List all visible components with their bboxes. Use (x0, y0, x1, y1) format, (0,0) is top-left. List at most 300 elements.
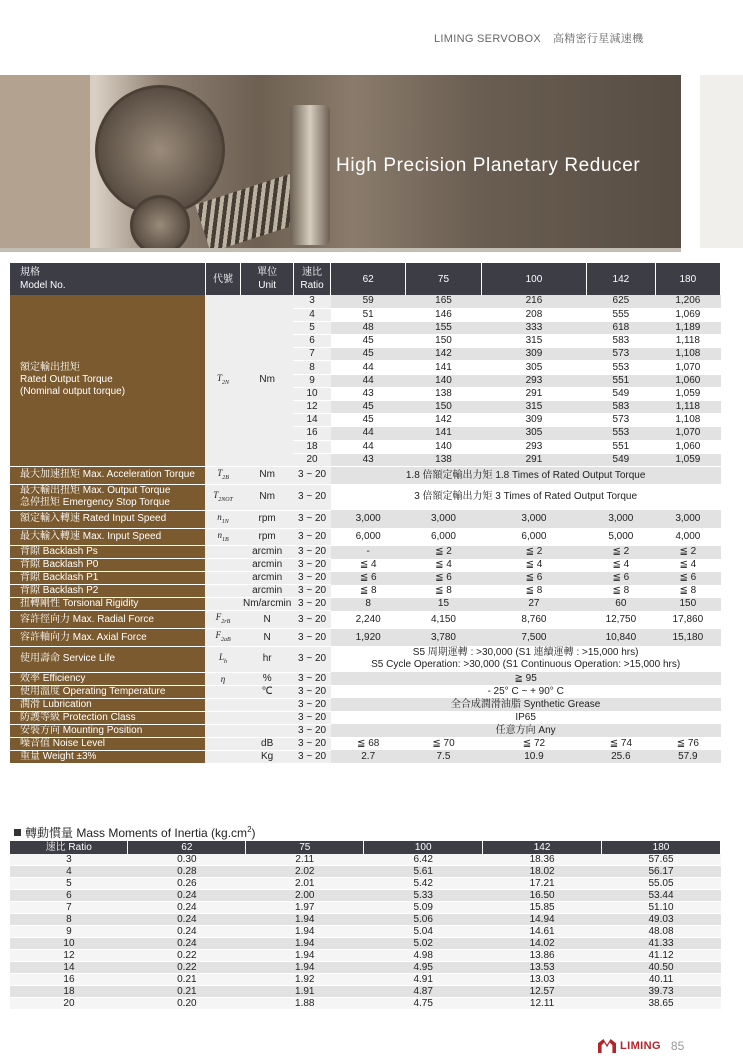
value-cell: 45 (331, 414, 406, 427)
spec-param-row (10, 572, 721, 585)
spec-param-row (10, 528, 721, 546)
value-cell: 60 (587, 598, 656, 611)
param-label: 使用溫度 Operating Temperature (10, 685, 205, 698)
ratio-cell: 8 (10, 914, 128, 926)
ratio-cell: 10 (293, 387, 330, 400)
inertia-value-cell: 5.06 (364, 914, 483, 926)
footer (598, 1039, 684, 1053)
value-cell: 5,000 (587, 528, 656, 546)
param-ratio: 3 ~ 20 (293, 698, 330, 711)
param-ratio: 3 ~ 20 (293, 685, 330, 698)
value-cell: 1,070 (655, 427, 720, 440)
param-unit: dB (241, 737, 293, 750)
value-cell: 1,108 (655, 414, 720, 427)
param-label: 最大輸入轉速 Max. Input Speed (10, 528, 205, 546)
param-unit: arcmin (241, 546, 293, 559)
inertia-row (10, 974, 721, 986)
inertia-value-cell: 15.85 (483, 902, 602, 914)
inertia-value-cell: 12.57 (483, 986, 602, 998)
size-header: 180 (655, 263, 720, 295)
param-ratio: 3 ~ 20 (293, 598, 330, 611)
inertia-value-cell: 2.00 (246, 890, 364, 902)
param-symbol (205, 737, 241, 750)
value-cell: ≦ 4 (587, 559, 656, 572)
param-symbol (205, 585, 241, 598)
value-cell: 291 (481, 453, 586, 466)
value-cell: 309 (481, 414, 586, 427)
value-cell: ≦ 8 (587, 585, 656, 598)
param-symbol (205, 711, 241, 724)
ratio-header: 速比 Ratio (293, 263, 330, 295)
value-cell: 6,000 (481, 528, 586, 546)
value-cell: 44 (331, 427, 406, 440)
spec-param-row (10, 672, 721, 685)
value-cell: ≦ 6 (406, 572, 482, 585)
param-merged-value: 全合成潤滑油脂 Synthetic Grease (331, 698, 721, 711)
ratio-cell: 4 (293, 308, 330, 321)
param-label: 效率 Efficiency (10, 672, 205, 685)
size-header: 62 (331, 263, 406, 295)
param-label: 扭轉剛性 Torsional Rigidity (10, 598, 205, 611)
param-ratio: 3 ~ 20 (293, 510, 330, 528)
param-symbol: $T_{2NOT}$ (205, 484, 241, 510)
ratio-cell: 18 (10, 986, 128, 998)
value-cell: 551 (587, 374, 656, 387)
param-unit: arcmin (241, 559, 293, 572)
param-label: 額定輸入轉速 Rated Input Speed (10, 510, 205, 528)
param-unit: Kg (241, 750, 293, 763)
unit-header: 單位 Unit (241, 263, 293, 295)
value-cell: 1,059 (655, 387, 720, 400)
inertia-value-cell: 41.33 (602, 938, 721, 950)
value-cell: ≦ 6 (481, 572, 586, 585)
inertia-value-cell: 14.02 (483, 938, 602, 950)
liming-logo-icon (598, 1039, 616, 1053)
value-cell: 625 (587, 295, 656, 308)
param-merged-value: ≧ 95 (331, 672, 721, 685)
value-cell: 333 (481, 321, 586, 334)
param-unit: hr (241, 646, 293, 672)
shaft-image (290, 105, 330, 245)
ratio-cell: 4 (10, 866, 128, 878)
inertia-row (10, 938, 721, 950)
rated-torque-symbol: $T_{2N}$ (205, 295, 241, 466)
param-symbol (205, 559, 241, 572)
ratio-cell: 10 (10, 938, 128, 950)
inertia-value-cell: 0.24 (128, 926, 246, 938)
param-ratio: 3 ~ 20 (293, 629, 330, 647)
spec-param-row (10, 698, 721, 711)
param-unit: % (241, 672, 293, 685)
ratio-cell: 20 (10, 998, 128, 1010)
spec-param-row (10, 750, 721, 763)
ratio-cell: 16 (10, 974, 128, 986)
value-cell: 1,206 (655, 295, 720, 308)
param-symbol: $F_{2aB}$ (205, 629, 241, 647)
inertia-value-cell: 0.22 (128, 950, 246, 962)
value-cell: ≦ 76 (655, 737, 720, 750)
param-label: 潤滑 Lubrication (10, 698, 205, 711)
inertia-value-cell: 13.53 (483, 962, 602, 974)
param-unit: rpm (241, 510, 293, 528)
ratio-cell: 14 (293, 414, 330, 427)
param-symbol (205, 572, 241, 585)
value-cell: ≦ 74 (587, 737, 656, 750)
value-cell: 7,500 (481, 629, 586, 647)
footer-logo-text: LIMING (620, 1040, 661, 1052)
value-cell: 8,760 (481, 611, 586, 629)
param-label: 使用壽命 Service Life (10, 646, 205, 672)
spec-param-row (10, 484, 721, 510)
param-label: 安裝方向 Mounting Position (10, 724, 205, 737)
param-label: 背隙 Backlash P0 (10, 559, 205, 572)
size-header: 100 (481, 263, 586, 295)
ratio-cell: 5 (10, 878, 128, 890)
param-merged-value: 任意方向 Any (331, 724, 721, 737)
value-cell: 155 (406, 321, 482, 334)
value-cell: 1,060 (655, 374, 720, 387)
ratio-cell: 7 (10, 902, 128, 914)
param-symbol: $L_h$ (205, 646, 241, 672)
param-ratio: 3 ~ 20 (293, 646, 330, 672)
inertia-value-cell: 1.94 (246, 914, 364, 926)
inertia-value-cell: 5.02 (364, 938, 483, 950)
hero-banner (0, 75, 681, 248)
inertia-value-cell: 39.73 (602, 986, 721, 998)
param-unit: N (241, 611, 293, 629)
param-unit: ℃ (241, 685, 293, 698)
inertia-value-cell: 41.12 (602, 950, 721, 962)
value-cell: 10.9 (481, 750, 586, 763)
param-merged-value: 1.8 倍額定輸出力矩 1.8 Times of Rated Output Torque (331, 466, 721, 484)
value-cell: 1,070 (655, 361, 720, 374)
ratio-cell: 5 (293, 321, 330, 334)
param-label: 噪音值 Noise Level (10, 737, 205, 750)
param-merged-value: - 25° C ~ + 90° C (331, 685, 721, 698)
ratio-cell: 6 (10, 890, 128, 902)
value-cell: ≦ 6 (587, 572, 656, 585)
param-symbol (205, 724, 241, 737)
ratio-cell: 7 (293, 348, 330, 361)
inertia-value-cell: 51.10 (602, 902, 721, 914)
value-cell: 4,150 (406, 611, 482, 629)
param-symbol: η (205, 672, 241, 685)
value-cell: 10,840 (587, 629, 656, 647)
inertia-value-cell: 0.22 (128, 962, 246, 974)
spec-table (10, 263, 721, 764)
param-ratio: 3 ~ 20 (293, 611, 330, 629)
inertia-row (10, 878, 721, 890)
inertia-value-cell: 12.11 (483, 998, 602, 1010)
value-cell: ≦ 72 (481, 737, 586, 750)
inertia-value-cell: 49.03 (602, 914, 721, 926)
value-cell: 315 (481, 335, 586, 348)
value-cell: 51 (331, 308, 406, 321)
inertia-row (10, 986, 721, 998)
inertia-value-cell: 6.42 (364, 854, 483, 866)
value-cell: ≦ 70 (406, 737, 482, 750)
ratio-cell: 9 (10, 926, 128, 938)
value-cell: 309 (481, 348, 586, 361)
value-cell: 142 (406, 414, 482, 427)
value-cell: ≦ 2 (406, 546, 482, 559)
value-cell: 142 (406, 348, 482, 361)
value-cell: 25.6 (587, 750, 656, 763)
param-unit: Nm (241, 484, 293, 510)
rated-torque-row (10, 295, 721, 308)
value-cell: 7.5 (406, 750, 482, 763)
inertia-value-cell: 18.02 (483, 866, 602, 878)
param-label: 背隙 Backlash P2 (10, 585, 205, 598)
value-cell: ≦ 2 (655, 546, 720, 559)
value-cell: ≦ 4 (331, 559, 406, 572)
value-cell: 44 (331, 374, 406, 387)
value-cell: ≦ 8 (406, 585, 482, 598)
inertia-value-cell: 5.42 (364, 878, 483, 890)
page-number: 85 (670, 1039, 685, 1053)
value-cell: 150 (406, 401, 482, 414)
inertia-value-cell: 0.20 (128, 998, 246, 1010)
value-cell: 3,000 (587, 510, 656, 528)
value-cell: 1,108 (655, 348, 720, 361)
value-cell: ≦ 8 (481, 585, 586, 598)
inertia-value-cell: 5.04 (364, 926, 483, 938)
value-cell: 553 (587, 427, 656, 440)
value-cell: 1,189 (655, 321, 720, 334)
param-unit: Nm/arcmin (242, 598, 292, 610)
inertia-row (10, 854, 721, 866)
ratio-cell: 18 (293, 440, 330, 453)
param-unit: arcmin (241, 585, 293, 598)
value-cell: 45 (331, 335, 406, 348)
value-cell: 4,000 (655, 528, 720, 546)
ratio-cell: 9 (293, 374, 330, 387)
ratio-cell: 3 (293, 295, 330, 308)
inertia-row (10, 962, 721, 974)
inertia-value-cell: 4.95 (364, 962, 483, 974)
value-cell: 1,118 (655, 401, 720, 414)
inertia-value-cell: 0.30 (128, 854, 246, 866)
model-header: 規格 Model No. (10, 263, 205, 295)
value-cell: 1,920 (331, 629, 406, 647)
ratio-cell: 20 (293, 453, 330, 466)
param-symbol: $n_{1N}$ (205, 510, 241, 528)
spec-param-row (10, 546, 721, 559)
value-cell: 216 (481, 295, 586, 308)
value-cell: 8 (331, 598, 406, 611)
value-cell: 57.9 (655, 750, 720, 763)
value-cell: 1,069 (655, 308, 720, 321)
param-ratio: 3 ~ 20 (293, 466, 330, 484)
value-cell: 17,860 (655, 611, 720, 629)
ratio-cell: 16 (293, 427, 330, 440)
param-label: 背隙 Backlash Ps (10, 546, 205, 559)
inertia-value-cell: 16.50 (483, 890, 602, 902)
page-header (434, 30, 655, 46)
ratio-cell: 12 (10, 950, 128, 962)
value-cell: ≦ 2 (587, 546, 656, 559)
inertia-value-cell: 2.02 (246, 866, 364, 878)
value-cell: ≦ 4 (406, 559, 482, 572)
inertia-value-cell: 14.94 (483, 914, 602, 926)
value-cell: 3,000 (331, 510, 406, 528)
param-ratio: 3 ~ 20 (293, 737, 330, 750)
spec-param-row (10, 559, 721, 572)
inertia-row (10, 998, 721, 1010)
inertia-value-cell: 1.97 (246, 902, 364, 914)
spec-param-row (10, 685, 721, 698)
value-cell: 305 (481, 427, 586, 440)
value-cell: 293 (481, 440, 586, 453)
value-cell: 553 (587, 361, 656, 374)
spec-param-row (10, 711, 721, 724)
inertia-header-row: 速比 Ratio 62 75 100 142 180 (10, 841, 721, 854)
value-cell: 140 (406, 374, 482, 387)
inertia-value-cell: 1.94 (246, 926, 364, 938)
value-cell: 573 (587, 348, 656, 361)
inertia-value-cell: 5.09 (364, 902, 483, 914)
spec-param-row (10, 629, 721, 647)
value-cell: 59 (331, 295, 406, 308)
value-cell: ≦ 8 (331, 585, 406, 598)
param-ratio: 3 ~ 20 (293, 484, 330, 510)
value-cell: 3,000 (481, 510, 586, 528)
ratio-cell: 8 (293, 361, 330, 374)
inertia-value-cell: 1.94 (246, 962, 364, 974)
inertia-value-cell: 2.11 (246, 854, 364, 866)
value-cell: 2.7 (331, 750, 406, 763)
inertia-row (10, 926, 721, 938)
param-unit (241, 724, 293, 737)
spec-param-row (10, 737, 721, 750)
param-unit: arcmin (241, 572, 293, 585)
value-cell: 15 (406, 598, 482, 611)
ratio-cell: 6 (293, 335, 330, 348)
spec-param-row (10, 646, 721, 672)
value-cell: ≦ 2 (481, 546, 586, 559)
value-cell: 12,750 (587, 611, 656, 629)
value-cell: 549 (587, 453, 656, 466)
size-header: 142 (587, 263, 656, 295)
value-cell: 48 (331, 321, 406, 334)
param-symbol: $T_{2B}$ (205, 466, 241, 484)
inertia-value-cell: 48.08 (602, 926, 721, 938)
value-cell: 138 (406, 453, 482, 466)
inertia-value-cell: 4.91 (364, 974, 483, 986)
param-ratio: 3 ~ 20 (293, 546, 330, 559)
inertia-value-cell: 0.24 (128, 890, 246, 902)
inertia-value-cell: 0.24 (128, 914, 246, 926)
param-ratio: 3 ~ 20 (293, 724, 330, 737)
inertia-row (10, 902, 721, 914)
inertia-row (10, 914, 721, 926)
inertia-value-cell: 53.44 (602, 890, 721, 902)
value-cell: 2,240 (331, 611, 406, 629)
value-cell: 44 (331, 361, 406, 374)
value-cell: ≦ 4 (481, 559, 586, 572)
param-label: 容許軸向力 Max. Axial Force (10, 629, 205, 647)
inertia-value-cell: 1.92 (246, 974, 364, 986)
param-symbol (205, 598, 241, 611)
inertia-value-cell: 5.33 (364, 890, 483, 902)
spec-header-row (10, 263, 721, 295)
value-cell: ≦ 6 (655, 572, 720, 585)
inertia-value-cell: 0.21 (128, 986, 246, 998)
inertia-value-cell: 1.94 (246, 938, 364, 950)
value-cell: - (331, 546, 406, 559)
value-cell: 165 (406, 295, 482, 308)
spec-param-row (10, 585, 721, 598)
value-cell: ≦ 4 (655, 559, 720, 572)
header-subtitle: 高精密行星減速機 (553, 33, 644, 45)
inertia-row (10, 890, 721, 902)
inertia-value-cell: 0.24 (128, 902, 246, 914)
inertia-value-cell: 0.21 (128, 974, 246, 986)
code-header: 代號 (205, 263, 241, 295)
inertia-value-cell: 5.61 (364, 866, 483, 878)
param-symbol (205, 685, 241, 698)
param-ratio: 3 ~ 20 (293, 559, 330, 572)
value-cell: 146 (406, 308, 482, 321)
value-cell: 150 (406, 335, 482, 348)
spec-param-row (10, 611, 721, 629)
param-unit: rpm (241, 528, 293, 546)
inertia-value-cell: 13.86 (483, 950, 602, 962)
inertia-value-cell: 56.17 (602, 866, 721, 878)
spec-param-row (10, 466, 721, 484)
param-unit (241, 698, 293, 711)
inertia-value-cell: 4.87 (364, 986, 483, 998)
inertia-value-cell: 2.01 (246, 878, 364, 890)
inertia-value-cell: 57.65 (602, 854, 721, 866)
param-merged-value: IP65 (331, 711, 721, 724)
inertia-value-cell: 1.88 (246, 998, 364, 1010)
value-cell: 1,059 (655, 453, 720, 466)
param-label: 最大輸出扭矩 Max. Output Torque 急停扭矩 Emergency Stop Torque (10, 484, 205, 510)
value-cell: 583 (587, 401, 656, 414)
inertia-value-cell: 0.28 (128, 866, 246, 878)
ratio-cell: 14 (10, 962, 128, 974)
param-label: 重量 Weight ±3% (10, 750, 205, 763)
value-cell: 1,118 (655, 335, 720, 348)
ratio-cell: 12 (293, 401, 330, 414)
value-cell: 138 (406, 387, 482, 400)
value-cell: 6,000 (406, 528, 482, 546)
param-ratio: 3 ~ 20 (293, 750, 330, 763)
rated-torque-label: 額定輸出扭矩 Rated Output Torque (Nominal output torque) (10, 295, 205, 466)
value-cell: 43 (331, 387, 406, 400)
hero-title: High Precision Planetary Reducer (336, 155, 641, 176)
inertia-value-cell: 4.75 (364, 998, 483, 1010)
param-ratio: 3 ~ 20 (293, 572, 330, 585)
inertia-value-cell: 0.24 (128, 938, 246, 950)
ratio-cell: 3 (10, 854, 128, 866)
square-bullet-icon (14, 829, 21, 836)
inertia-table (10, 841, 721, 1010)
value-cell: 141 (406, 427, 482, 440)
inertia-value-cell: 13.03 (483, 974, 602, 986)
value-cell: 573 (587, 414, 656, 427)
value-cell: 150 (655, 598, 720, 611)
param-unit (241, 711, 293, 724)
param-symbol (205, 750, 241, 763)
param-ratio: 3 ~ 20 (293, 528, 330, 546)
param-ratio: 3 ~ 20 (293, 711, 330, 724)
param-symbol (205, 546, 241, 559)
param-unit: Nm (241, 466, 293, 484)
inertia-value-cell: 0.26 (128, 878, 246, 890)
value-cell: 291 (481, 387, 586, 400)
